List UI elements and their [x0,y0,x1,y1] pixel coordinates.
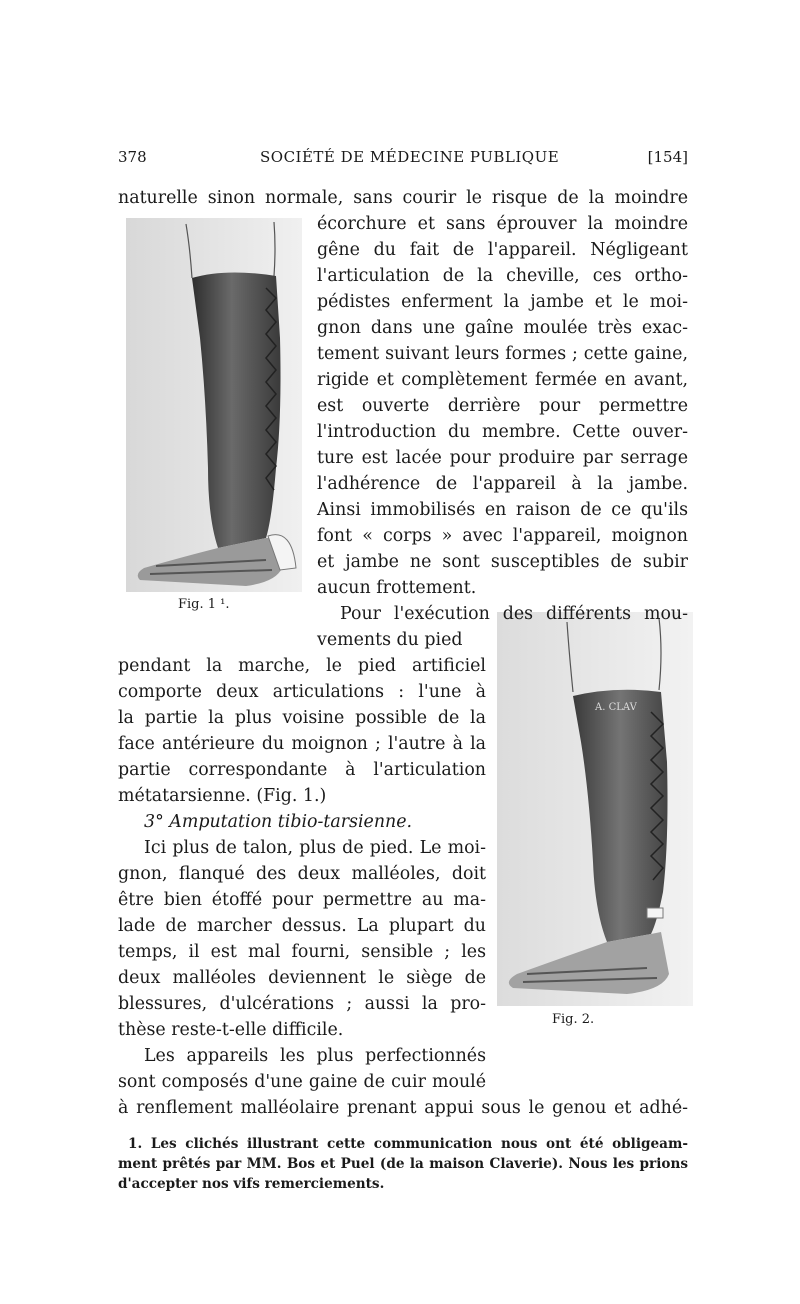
figure-2-leg-prosthesis [497,612,693,1006]
body-line: thèse reste-t-elle difficile. [118,1020,344,1040]
figure-1-caption: Fig. 1 ¹. [178,597,230,612]
footnote-line: d'accepter nos vifs remerciements. [118,1176,385,1192]
body-line: l'articulation de la cheville, ces ortho- [317,266,688,286]
body-line: aucun frottement. [317,578,477,598]
body-line: tement suivant leurs formes ; cette gaine, [317,344,688,364]
footnote-line: 1. Les clichés illustrant cette communication nous ont été obligeam- [128,1136,688,1152]
figure-2-stamp: A. CLAV [595,702,637,713]
footnote-line: ment prêtés par MM. Bos et Puel (de la maison Claverie). Nous les prions [118,1156,688,1172]
running-header [118,148,688,172]
section-heading: 3° Amputation tibio-tarsienne. [144,812,413,832]
body-line: l'adhérence de l'appareil à la jambe. [317,474,688,494]
body-line: métatarsienne. (Fig. 1.) [118,786,327,806]
running-title: SOCIÉTÉ DE MÉDECINE PUBLIQUE [260,148,560,166]
body-line: Pour l'exécution des différents mou- [340,604,688,624]
body-line: face antérieure du moignon ; l'autre à la [118,734,486,754]
body-line: gêne du fait de l'appareil. Négligeant [317,240,688,260]
body-line: être bien étoffé pour permettre au ma- [118,890,486,910]
body-line: Ici plus de talon, plus de pied. Le moi- [144,838,486,858]
body-line: vements du pied [317,630,463,650]
body-line: sont composés d'une gaine de cuir moulé [118,1072,486,1092]
body-line: deux malléoles deviennent le siège de [118,968,486,988]
bracket-page-number: [154] [647,148,688,166]
body-line: pendant la marche, le pied artificiel [118,656,486,676]
body-line: gnon dans une gaîne moulée très exac- [317,318,688,338]
body-line: gnon, flanqué des deux malléoles, doit [118,864,486,884]
body-line: partie correspondante à l'articulation [118,760,486,780]
body-line: la partie la plus voisine possible de la [118,708,486,728]
body-line: Ainsi immobilisés en raison de ce qu'ils [317,500,688,520]
figure-1-image [126,218,302,592]
body-line: Les appareils les plus perfectionnés [144,1046,486,1066]
body-line: font « corps » avec l'appareil, moignon [317,526,688,546]
body-line: comporte deux articulations : l'une à [118,682,486,702]
body-line: et jambe ne sont susceptibles de subir [317,552,688,572]
page-number: 378 [118,148,147,166]
body-line: est ouverte derrière pour permettre [317,396,688,416]
body-line: lade de marcher dessus. La plupart du [118,916,486,936]
body-line: rigide et complètement fermée en avant, [317,370,688,390]
body-line: ture est lacée pour produire par serrage [317,448,688,468]
body-line: blessures, d'ulcérations ; aussi la pro- [118,994,486,1014]
body-line: écorchure et sans éprouver la moindre [317,214,688,234]
body-line: temps, il est mal fourni, sensible ; les [118,942,486,962]
body-line: pédistes enferment la jambe et le moi- [317,292,688,312]
figure-1-leg-prosthesis [126,218,302,592]
body-line: l'introduction du membre. Cette ouver- [317,422,688,442]
body-line: à renflement malléolaire prenant appui sous le genou et adhé- [118,1098,688,1118]
body-line: naturelle sinon normale, sans courir le risque de la moindre [118,188,688,208]
figure-2-image [497,612,693,1006]
figure-2-caption: Fig. 2. [552,1012,595,1027]
